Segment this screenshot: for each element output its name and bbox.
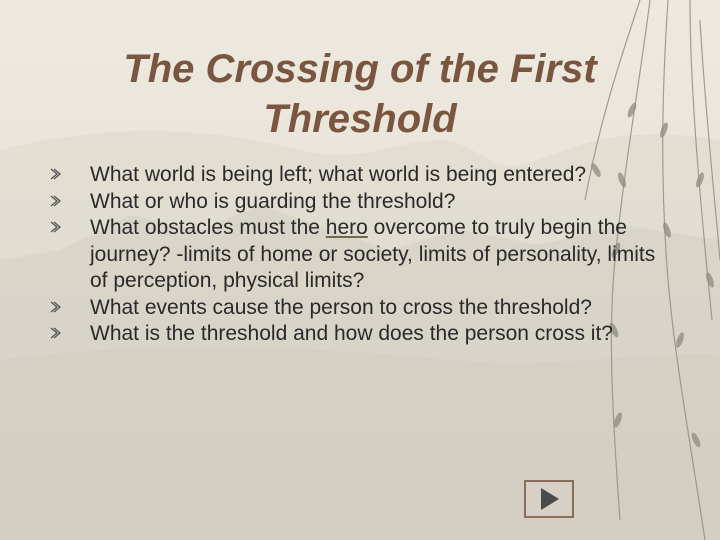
bullet-text-after: overcome to truly begin the journey? -limits of home or society, limits of personality, limits of perception, physical limits?	[90, 216, 656, 292]
bullet-text: What or who is guarding the threshold?	[90, 189, 456, 213]
list-item	[50, 321, 670, 348]
bullet-text: What is the threshold and how does the person cross it?	[90, 322, 613, 345]
arrow-bullet-icon	[50, 194, 64, 208]
bullet-list	[50, 162, 670, 348]
arrow-bullet-icon	[50, 300, 64, 314]
slide-title-line-2: Threshold	[263, 97, 457, 141]
arrow-bullet-icon	[50, 220, 64, 234]
next-slide-button[interactable]	[524, 480, 574, 518]
list-item	[50, 295, 670, 322]
play-triangle-icon	[536, 486, 562, 512]
arrow-bullet-icon	[50, 326, 64, 340]
list-item	[50, 215, 670, 295]
bullet-text: What events cause the person to cross the threshold?	[90, 295, 592, 319]
list-item	[50, 189, 670, 216]
arrow-bullet-icon	[50, 167, 64, 181]
hero-link[interactable]: hero	[325, 216, 368, 239]
list-item	[50, 162, 670, 189]
slide-title	[60, 44, 660, 144]
slide-title-line-1: The Crossing of the First	[123, 47, 597, 91]
bullet-text: What world is being left; what world is being entered?	[90, 163, 587, 186]
bullet-text-before: What obstacles must the	[90, 216, 326, 239]
